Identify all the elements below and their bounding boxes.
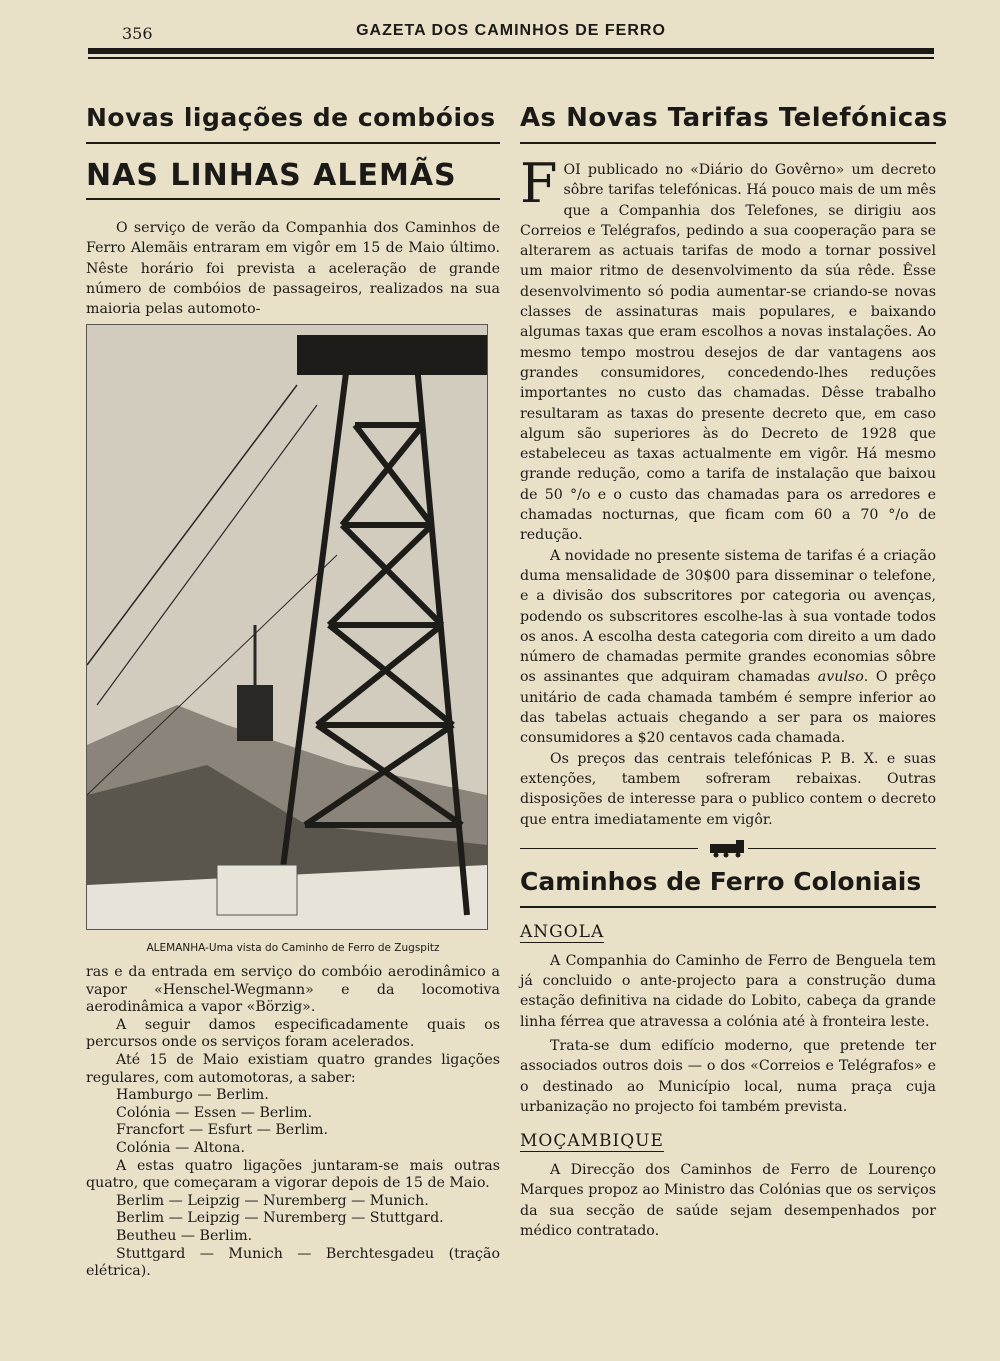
section-separator xyxy=(520,838,936,858)
colonial-section-title: Caminhos de Ferro Coloniais xyxy=(520,862,936,908)
left-paragraph-4: A estas quatro ligações juntaram-se mais outras quatro, que começaram a vigorar depois de 15 de Maio. xyxy=(86,1157,500,1192)
article-subtitle-left: NAS LINHAS ALEMÃS xyxy=(86,156,500,200)
header-rule-thick xyxy=(88,48,934,54)
route-item: Francfort — Esfurt — Berlim. xyxy=(116,1122,329,1139)
article-title-right: As Novas Tarifas Telefónicas xyxy=(520,103,948,133)
train-ornament-icon xyxy=(706,838,750,858)
page-number: 356 xyxy=(122,24,153,43)
left-continuation-paragraph: ras e da entrada em serviço do combóio aerodinâmico a vapor «Henschel-Wegmann» e da locomotiva aerodinâmica a vapor «Börzig». xyxy=(86,964,500,1016)
title-divider xyxy=(86,142,500,144)
header-rule-thin xyxy=(88,57,934,59)
route-item: Berlim — Leipzig — Nuremberg — Stuttgard. xyxy=(116,1210,444,1227)
mozambique-paragraph-1: A Direcção dos Caminhos de Ferro de Lourenço Marques propoz ao Ministro das Colónias que os serviços da sua secção de saúde sejam desempenhados por médico contratado. xyxy=(520,1162,936,1240)
right-paragraph-1: OI publicado no «Diário do Govêrno» um decreto sôbre tarifas telefónicas. Há pouco mais de um mês que a Companhia dos Telefones, se dirigiu aos Correios e Telégrafos, pedindo a sua cooperação para se alterarem as actuais tarifas de modo a tornar possivel um maior ritmo de desenvolvimento da súa rêde. Êsse desenvolvimento só podia aumentar-se criando-se novas classes de assinaturas mais populares, e baixando algumas taxas que eram escolhos a novas instalações. Ao mesmo tempo mostrou desejos de dar vantagens aos grandes consumidores, concedendo-lhes reduções importantes no custo das chamadas. Dêsse trabalho resultaram as taxas do presente decreto que, em caso algum são superiores às do Decreto de 1928 que estabeleceu as taxas actualmente em vigôr. Há mesmo grande redução, como a tarifa de instalação que baixou de 50 °/o e o custo das chamadas para os arredores e chamadas nocturnas, que ficam com 60 a 70 °/o de redução. xyxy=(520,162,936,544)
right-paragraph-2-text-a: A novidade no presente sistema de tarifas é a criação duma mensalidade de 30$00 para disseminar o telefone, e a divisão dos subscritores por categoria ou avenças, podendo os subscritores escolhe-las à sua vontade todos os anos. A escolha desta categoria com direito a um dado número de chamadas permite grandes economias sôbre os assinantes que adquiram chamadas xyxy=(520,547,936,686)
routes-list-a xyxy=(86,1087,500,1157)
route-item: Colónia — Altona. xyxy=(116,1139,245,1156)
route-item: Hamburgo — Berlim. xyxy=(116,1087,269,1104)
right-column xyxy=(520,98,948,1241)
article-title-left: Novas ligações de combóios xyxy=(86,103,496,132)
left-continuation xyxy=(86,964,500,1281)
cable-car-photo-svg xyxy=(87,325,487,929)
route-item: Beutheu — Berlim. xyxy=(116,1227,253,1244)
drop-cap: F xyxy=(520,152,558,215)
angola-paragraph-1: A Companhia do Caminho de Ferro de Benguela tem já concluido o ante-projecto para a construção duma estação definitiva na cidade do Lobito, cabeça da grande linha férrea que atravessa a colónia até à fronteira leste. xyxy=(520,952,936,1030)
journal-title: GAZETA DOS CAMINHOS DE FERRO xyxy=(356,22,666,39)
photo-caption: ALEMANHA-Uma vista do Caminho de Ferro de Zugspitz xyxy=(146,942,440,954)
route-item: Berlim — Leipzig — Nuremberg — Munich. xyxy=(116,1192,429,1209)
left-column xyxy=(86,98,500,1280)
title-divider-right xyxy=(520,142,936,144)
angola-paragraph-2: Trata-se dum edifício moderno, que pretende ter associados outros dois — o dos «Correios e Telégrafos» e o destinado ao Município local, numa praça cuja urbanização no projecto foi também prevista. xyxy=(520,1037,936,1115)
angola-heading: ANGOLA xyxy=(520,921,605,942)
left-paragraph-3: Até 15 de Maio existiam quatro grandes ligações regulares, com automotoras, a saber: xyxy=(86,1051,500,1086)
routes-list-b xyxy=(86,1193,500,1246)
cable-car-photo xyxy=(86,324,488,930)
left-paragraph-2: A seguir damos especificadamente quais os percursos onde os serviços foram acelerados. xyxy=(86,1016,500,1051)
mozambique-heading: MOÇAMBIQUE xyxy=(520,1131,664,1152)
right-paragraph-2-text-b: . O prêço unitário de cada chamada também é sempre inferior ao das tabelas actuais chegando a ser para os maiores consumidores a $20 centavos cada chamada. xyxy=(520,669,936,747)
right-paragraph-3: Os preços das centrais telefónicas P. B. X. e suas extenções, tambem sofreram rebaixas. Outras disposições de interesse para o publico contem o decreto que entra imediatamente em vigôr. xyxy=(520,750,936,828)
left-intro-paragraph: O serviço de verão da Companhia dos Caminhos de Ferro Alemãis entraram em vigôr em 15 de Maio último. Nêste horário foi prevista a aceleração de grande número de combóios de passageiros, realizados na sua maioria pelas automoto- xyxy=(86,220,500,318)
telephone-article xyxy=(520,152,936,830)
right-paragraph-2-emphasis: avulso xyxy=(817,669,864,686)
page-header xyxy=(88,18,934,48)
route-item-last: Stuttgard — Munich — Berchtesgadeu (tração elétrica). xyxy=(86,1245,500,1280)
route-item: Colónia — Essen — Berlim. xyxy=(116,1104,313,1121)
right-paragraph-2 xyxy=(520,546,936,749)
